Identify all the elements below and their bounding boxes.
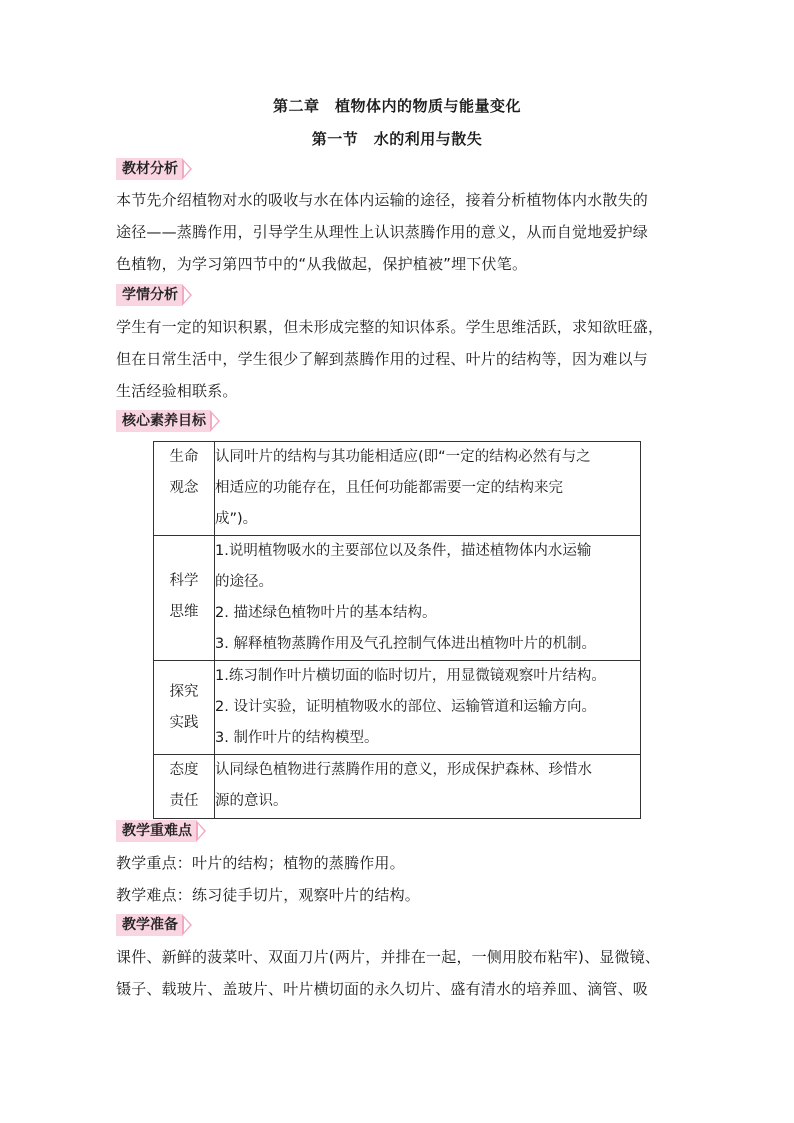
section-tag-label: 教学准备 bbox=[116, 914, 182, 936]
preparation-text bbox=[116, 941, 681, 1005]
paragraph-line: 学生有一定的知识积累，但未形成完整的知识体系。学生思维活跃，求知欲旺盛， bbox=[116, 318, 664, 336]
description-line: 2. 设计实验，证明植物吸水的部位、运输管道和运输方向。 bbox=[215, 699, 596, 715]
section-tag-core-goals bbox=[116, 410, 220, 432]
category-line: 实践 bbox=[169, 715, 199, 731]
category-line: 思维 bbox=[169, 604, 199, 620]
description-line: 3. 解释植物蒸腾作用及气孔控制气体进出植物叶片的机制。 bbox=[215, 636, 596, 652]
table-row bbox=[154, 755, 641, 819]
paragraph-line: 生活经验相联系。 bbox=[116, 382, 238, 400]
key-points-text bbox=[116, 847, 681, 911]
goal-category bbox=[154, 661, 215, 755]
chapter-title: 第二章 植物体内的物质与能量变化 bbox=[272, 97, 521, 115]
description-line: 源的意识。 bbox=[215, 793, 288, 809]
goal-description bbox=[215, 442, 641, 536]
section-tag-preparation bbox=[116, 914, 192, 936]
goal-category bbox=[154, 536, 215, 661]
section-tag-label: 教学重难点 bbox=[116, 820, 196, 842]
category-line: 探究 bbox=[169, 684, 199, 700]
category-line: 科学 bbox=[169, 573, 199, 589]
description-line: 认同绿色植物进行蒸腾作用的意义，形成保护森林、珍惜水 bbox=[215, 762, 592, 778]
textbook-analysis-text bbox=[116, 184, 681, 280]
section-tag-label: 核心素养目标 bbox=[116, 410, 210, 432]
section-tag-label: 学情分析 bbox=[116, 284, 182, 306]
tag-arrow-icon bbox=[182, 914, 192, 936]
goal-category bbox=[154, 755, 215, 819]
paragraph-line: 课件、新鲜的菠菜叶、双面刀片(两片，并排在一起，一侧用胶布粘牢)、显微镜、 bbox=[116, 948, 661, 966]
goal-description bbox=[215, 661, 641, 755]
goal-description bbox=[215, 755, 641, 819]
paragraph-line: 但在日常生活中，学生很少了解到蒸腾作用的过程、叶片的结构等，因为难以与 bbox=[116, 350, 649, 368]
description-line: 相适应的功能存在，且任何功能都需要一定的结构来完 bbox=[215, 480, 563, 496]
description-line: 认同叶片的结构与其功能相适应(即“一定的结构必然有与之 bbox=[215, 449, 591, 465]
goal-description bbox=[215, 536, 641, 661]
tag-arrow-icon bbox=[182, 158, 192, 180]
paragraph-line: 镊子、载玻片、盖玻片、叶片横切面的永久切片、盛有清水的培养皿、滴管、吸 bbox=[116, 980, 649, 998]
section-tag-student-analysis bbox=[116, 284, 192, 306]
category-line: 责任 bbox=[169, 793, 199, 809]
tag-arrow-icon bbox=[182, 284, 192, 306]
table-row bbox=[154, 442, 641, 536]
paragraph-line: 教学难点：练习徒手切片，观察叶片的结构。 bbox=[116, 886, 421, 904]
section-tag-textbook-analysis bbox=[116, 158, 192, 180]
tag-arrow-icon bbox=[210, 410, 220, 432]
paragraph-line: 教学重点：叶片的结构；植物的蒸腾作用。 bbox=[116, 854, 405, 872]
section-tag-key-points bbox=[116, 820, 206, 842]
section-tag-label: 教材分析 bbox=[116, 158, 182, 180]
tag-arrow-icon bbox=[196, 820, 206, 842]
student-analysis-text bbox=[116, 311, 681, 407]
category-line: 生命 bbox=[169, 449, 199, 465]
description-line: 成”)。 bbox=[215, 511, 258, 527]
section-title: 第一节 水的利用与散失 bbox=[311, 130, 483, 148]
paragraph-line: 本节先介绍植物对水的吸收与水在体内运输的途径，接着分析植物体内水散失的 bbox=[116, 191, 649, 209]
description-line: 2. 描述绿色植物叶片的基本结构。 bbox=[215, 605, 437, 621]
paragraph-line: 色植物，为学习第四节中的“从我做起，保护植被”埋下伏笔。 bbox=[116, 255, 528, 273]
description-line: 1.说明植物吸水的主要部位以及条件，描述植物体内水运输 bbox=[215, 543, 592, 559]
goal-category bbox=[154, 442, 215, 536]
table-row bbox=[154, 661, 641, 755]
category-line: 观念 bbox=[169, 480, 199, 496]
description-line: 的途径。 bbox=[215, 574, 273, 590]
description-line: 3. 制作叶片的结构模型。 bbox=[215, 730, 379, 746]
table-row bbox=[154, 536, 641, 661]
category-line: 态度 bbox=[169, 762, 199, 778]
description-line: 1.练习制作叶片横切面的临时切片，用显微镜观察叶片结构。 bbox=[215, 668, 606, 684]
core-goals-table bbox=[153, 441, 641, 819]
paragraph-line: 途径——蒸腾作用，引导学生从理性上认识蒸腾作用的意义，从而自觉地爱护绿 bbox=[116, 223, 649, 241]
